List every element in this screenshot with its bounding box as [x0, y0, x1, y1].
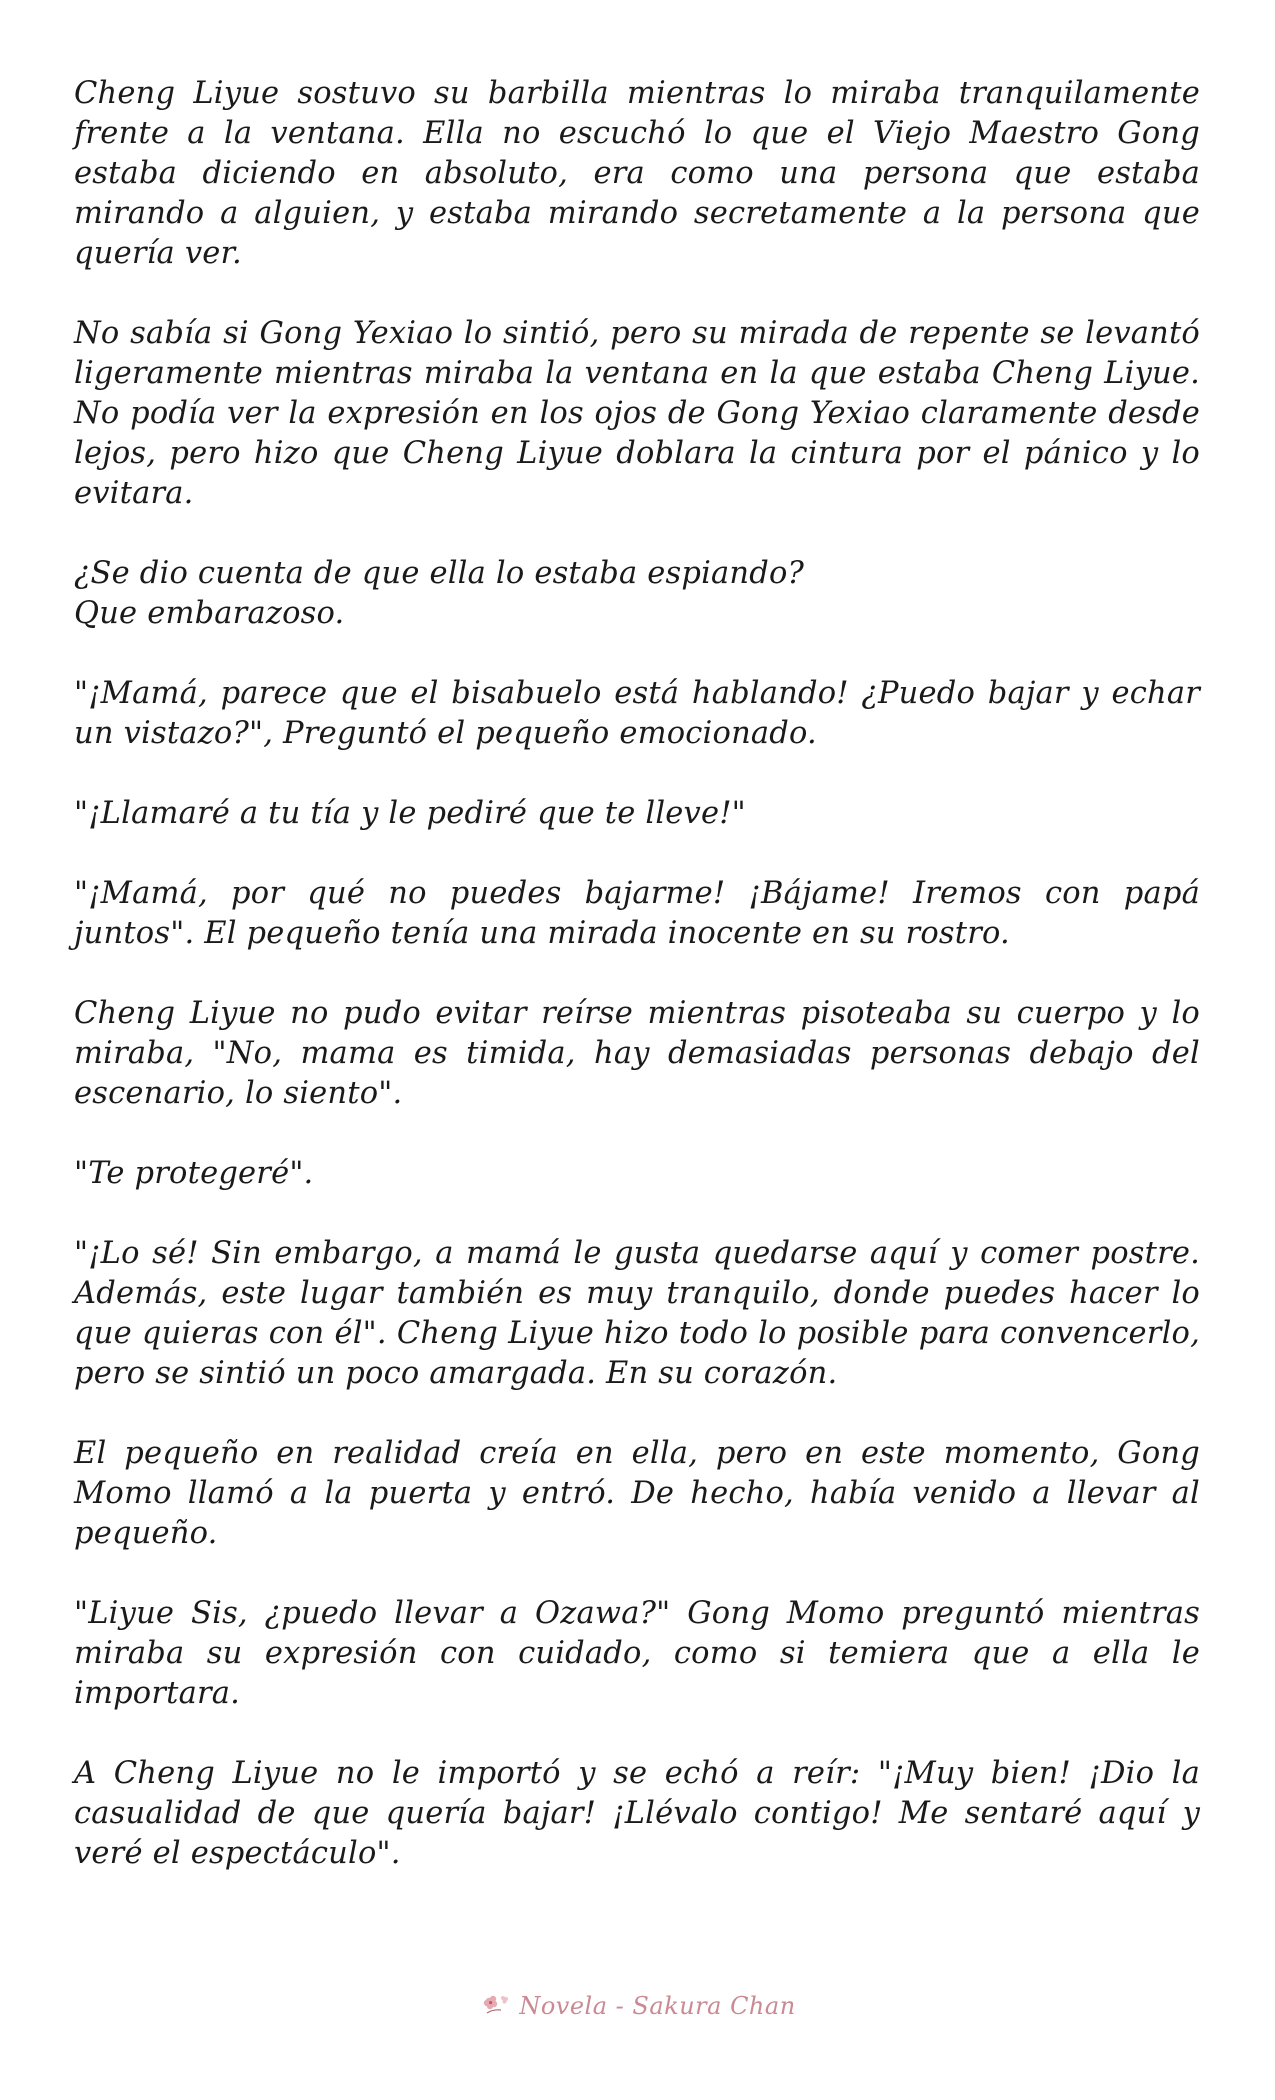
paragraph-3-line-2: Que embarazoso.: [74, 596, 345, 631]
paragraph-6: "¡Mamá, por qué no puedes bajarme! ¡Bájame! Iremos con papá juntos". El pequeño tenía una mirada inocente en su rostro.: [74, 876, 1200, 951]
paragraph-5: "¡Llamaré a tu tía y le pediré que te lleve!": [74, 796, 746, 831]
paragraph-9: "¡Lo sé! Sin embargo, a mamá le gusta quedarse aquí y comer postre. Además, este lugar también es muy tranquilo, donde puedes hacer lo que quieras con él". Cheng Liyue hizo todo lo posible para convencerlo, pero se sintió un poco amargada. En su corazón.: [74, 1236, 1200, 1391]
paragraph-1: Cheng Liyue sostuvo su barbilla mientras lo miraba tranquilamente frente a la ventana. Ella no escuchó lo que el Viejo Maestro Gong estaba diciendo en absoluto, era como una persona que estaba mirando a alguien, y estaba mirando secretamente a la persona que quería ver.: [74, 76, 1200, 271]
footer-watermark: [0, 1986, 1275, 2026]
paragraph-4: "¡Mamá, parece que el bisabuelo está hablando! ¿Puedo bajar y echar un vistazo?", Preguntó el pequeño emocionado.: [74, 676, 1200, 751]
paragraph-7: Cheng Liyue no pudo evitar reírse mientras pisoteaba su cuerpo y lo miraba, "No, mama es timida, hay demasiadas personas debajo del escenario, lo siento".: [74, 996, 1200, 1111]
paragraph-12: A Cheng Liyue no le importó y se echó a reír: "¡Muy bien! ¡Dio la casualidad de que quería bajar! ¡Llévalo contigo! Me sentaré aquí y veré el espectáculo".: [74, 1756, 1200, 1871]
paragraph-8: "Te protegeré".: [74, 1156, 314, 1191]
paragraph-3: [74, 554, 1200, 634]
footer-credit: Novela - Sakura Chan: [519, 1992, 796, 2020]
chapter-text: [74, 74, 1200, 1914]
paragraph-10: El pequeño en realidad creía en ella, pero en este momento, Gong Momo llamó a la puerta y entró. De hecho, había venido a llevar al pequeño.: [74, 1436, 1200, 1551]
paragraph-11: "Liyue Sis, ¿puedo llevar a Ozawa?" Gong Momo preguntó mientras miraba su expresión con cuidado, como si temiera que a ella le importara.: [74, 1596, 1200, 1711]
paragraph-3-line-1: ¿Se dio cuenta de que ella lo estaba espiando?: [74, 556, 805, 591]
cherry-blossom-icon: [479, 1991, 513, 2021]
paragraph-2: No sabía si Gong Yexiao lo sintió, pero su mirada de repente se levantó ligeramente mientras miraba la ventana en la que estaba Cheng Liyue. No podía ver la expresión en los ojos de Gong Yexiao claramente desde lejos, pero hizo que Cheng Liyue doblara la cintura por el pánico y lo evitara.: [74, 316, 1200, 511]
